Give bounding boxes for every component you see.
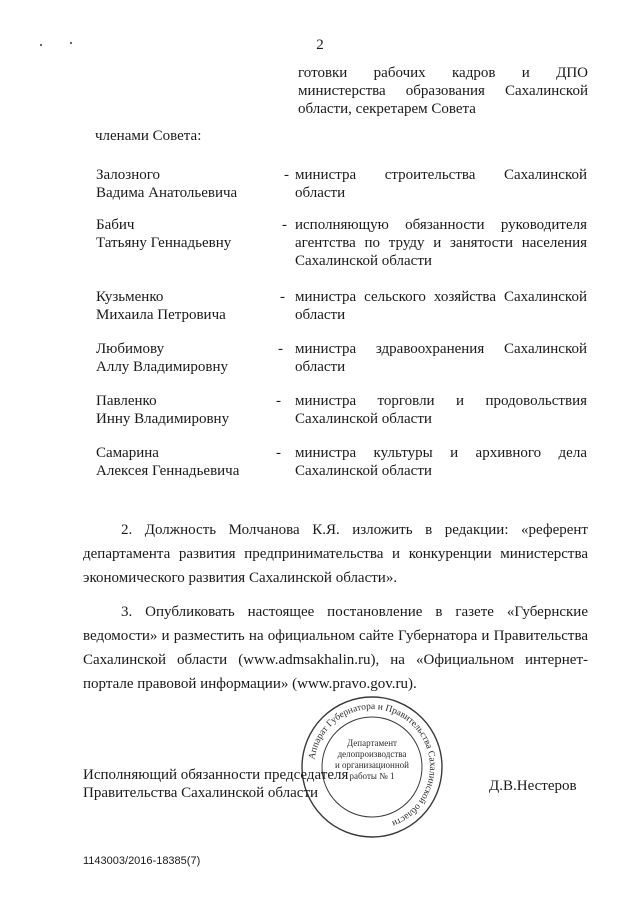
member-name: Залозного Вадима Анатольевича bbox=[96, 167, 238, 201]
member-name: Кузьменко Михаила Петровича bbox=[96, 289, 226, 323]
member-name: Самарина Алексея Геннадьевича bbox=[96, 445, 240, 479]
member-role: министра здравоохранения Сахалинской области bbox=[295, 341, 587, 375]
member-role: министра культуры и архивного дела Сахалинской области bbox=[295, 445, 587, 479]
member-name: Павленко Инну Владимировну bbox=[96, 393, 230, 427]
paragraph-3: 3. Опубликовать настоящее постановление в газете «Губернские ведомости» и разместить на официальном сайте Губернатора и Правительства Сахалинской области (www.admsakhalin.ru), на «Официальном интернет-портале правовой информации» (www.pravo.gov.ru). bbox=[83, 604, 588, 692]
members-heading: членами Совета: bbox=[95, 128, 202, 144]
member-role: министра торговли и продовольствия Сахалинской области bbox=[295, 393, 587, 427]
member-name: Любимову Аллу Владимировну bbox=[96, 341, 228, 375]
page-number: 2 bbox=[316, 37, 324, 53]
member-dash: - bbox=[276, 393, 281, 409]
member-role: министра сельского хозяйства Сахалинской области bbox=[295, 289, 587, 323]
signatory-title: Исполняющий обязанности председателя Правительства Сахалинской области bbox=[83, 767, 349, 801]
secretary-role-continuation: готовки рабочих кадров и ДПО министерства образования Сахалинской области, секретарем Совета bbox=[298, 65, 588, 117]
stamp-inner-text: Департамент делопроизводства и организационной работы № 1 bbox=[334, 738, 410, 781]
member-role: министра строительства Сахалинской области bbox=[295, 167, 587, 201]
paragraph-2: 2. Должность Молчанова К.Я. изложить в редакции: «референт департамента развития предпринимательства и конкуренции министерства экономического развития Сахалинской области». bbox=[83, 522, 588, 586]
member-dash: - bbox=[282, 217, 287, 233]
signatory-name: Д.В.Нестеров bbox=[489, 778, 577, 794]
member-dash: - bbox=[278, 341, 283, 357]
member-dash: - bbox=[284, 167, 289, 183]
member-role: исполняющую обязанности руководителя агентства по труду и занятости населения Сахалинской области bbox=[295, 217, 587, 269]
document-code: 1143003/2016-18385(7) bbox=[83, 855, 201, 867]
member-dash: - bbox=[276, 445, 281, 461]
stamp-ring-text: Аппарат Губернатора и Правительства Сахалинской области bbox=[307, 701, 438, 829]
member-name: Бабич Татьяну Геннадьевну bbox=[96, 217, 232, 251]
member-dash: - bbox=[280, 289, 285, 305]
